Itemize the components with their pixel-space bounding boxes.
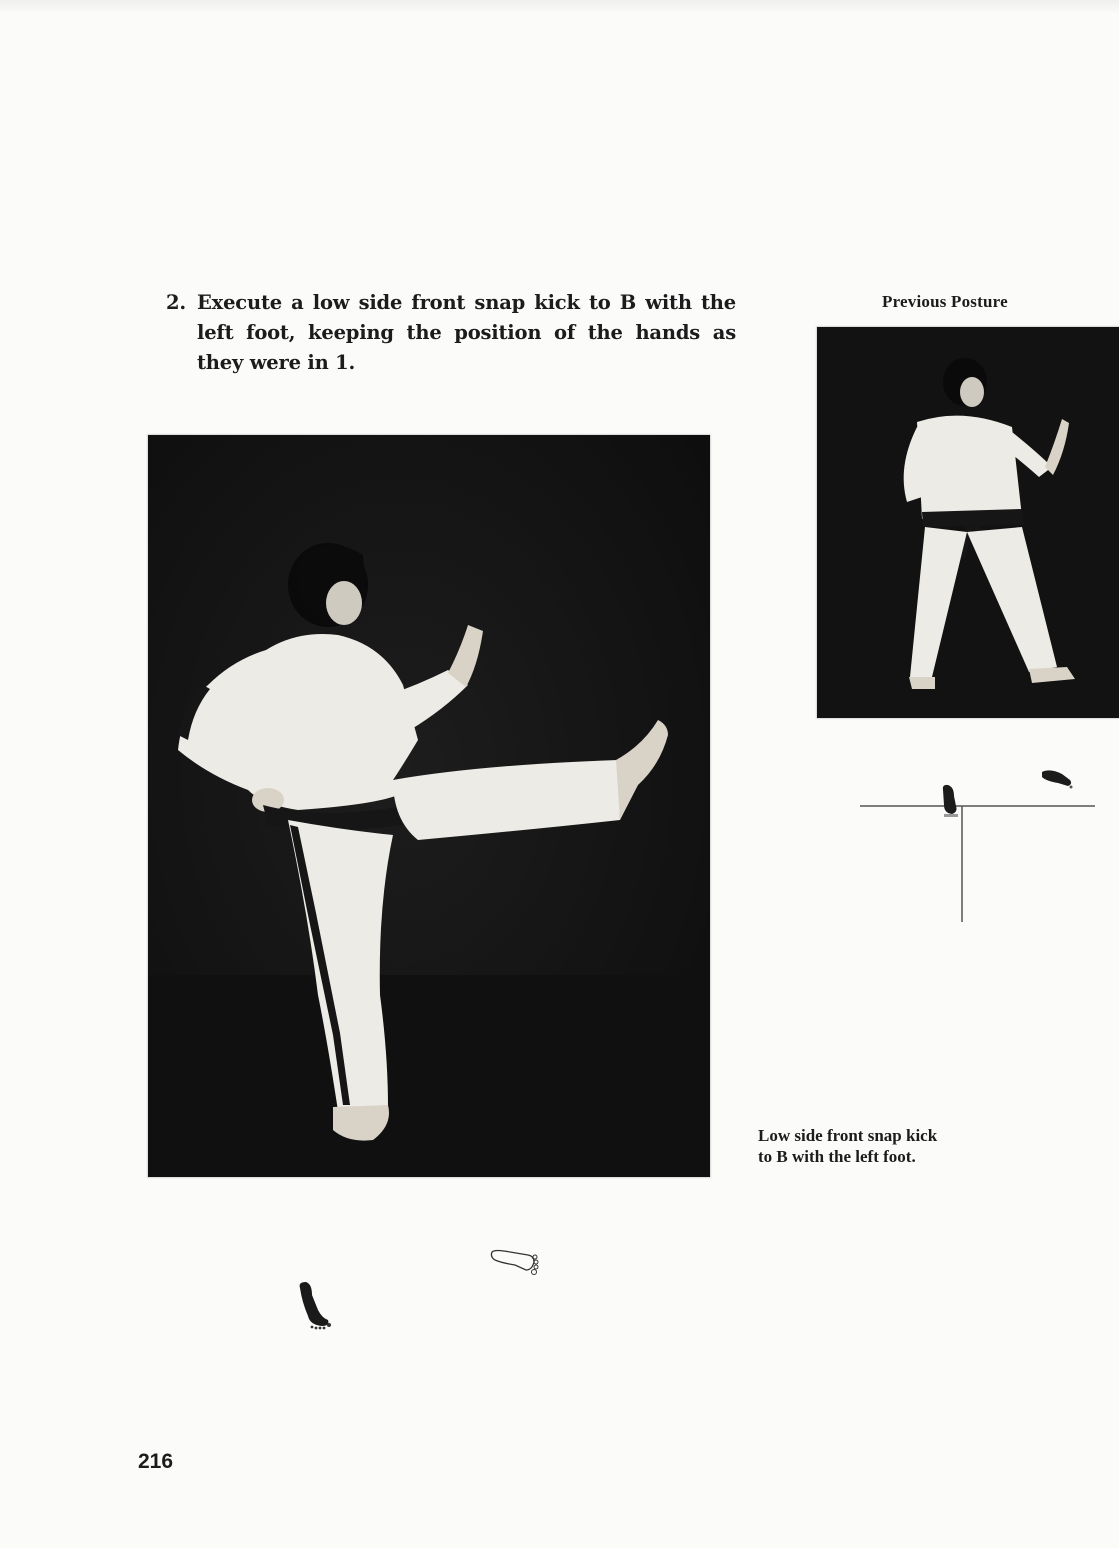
previous-posture-photo (817, 327, 1119, 718)
footprint-diagram (270, 1230, 570, 1340)
kick-figure-illustration (148, 435, 710, 1177)
caption-line-2: to B with the left foot. (758, 1147, 916, 1166)
instruction-text: Execute a low side front snap kick to B with the left foot, keeping the position of the hands as they were in 1. (197, 291, 736, 374)
step-number: 2. (166, 291, 186, 314)
kicking-foot-outline-icon (491, 1251, 538, 1275)
stance-diagram (840, 750, 1110, 940)
main-photo (148, 435, 710, 1177)
ready-stance-figure-illustration (817, 327, 1119, 718)
caption-line-1: Low side front snap kick (758, 1126, 938, 1145)
supporting-foot-solid-icon (300, 1282, 331, 1329)
instruction-paragraph (166, 288, 736, 378)
page-number: 216 (138, 1450, 174, 1473)
left-foot-icon (1042, 770, 1073, 788)
scan-top-edge (0, 0, 1119, 14)
photo-caption (758, 1125, 937, 1167)
right-foot-icon (943, 785, 958, 817)
previous-posture-label: Previous Posture (882, 292, 1008, 311)
